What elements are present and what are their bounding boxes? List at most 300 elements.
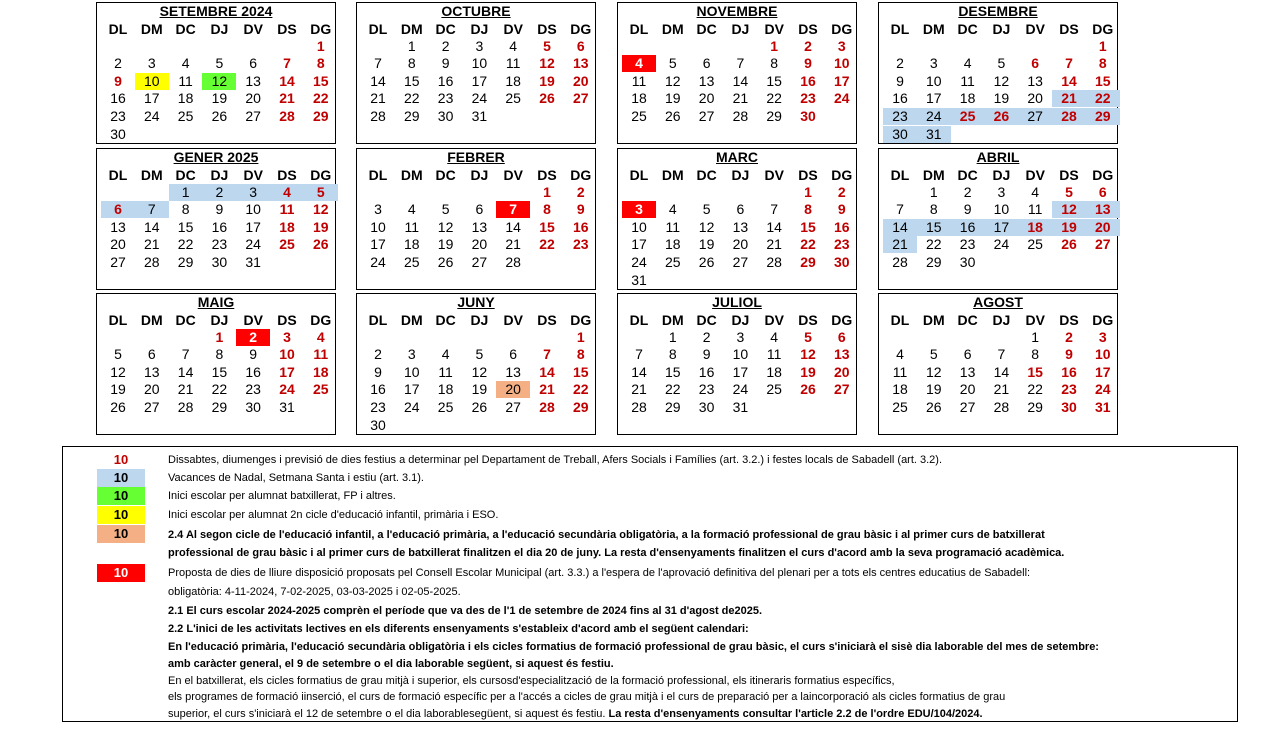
legend-text-primaria: En l'educació primària, l'educació secundària obligatòria i els cicles formatius de formació professional de grau bàsic, el curs s'iniciarà el sisè dia laborable del mes de setembre: [168,641,1099,653]
day-cell: 20 [959,381,976,398]
weekday-header: DC [175,312,196,328]
day-cell: 4 [770,328,779,345]
day-cell: 31 [732,399,749,415]
day-cell: 3 [622,201,656,218]
legend-swatch-yellow: 10 [97,506,145,524]
day-cell: 31 [1095,399,1111,415]
weekday-header: DS [798,21,818,37]
day-cell: 20 [573,72,589,89]
day-cell: 23 [110,108,126,124]
day-cell: 30 [698,399,715,415]
day-cell: 16 [892,90,908,107]
day-cell: 5 [114,346,122,363]
day-cell: 19 [313,218,329,235]
weekday-header: DC [175,21,196,37]
legend-swatch-blue: 10 [97,469,145,487]
day-cell: 17 [279,363,295,380]
day-cell: 1 [668,328,677,345]
day-cell: 4 [270,184,304,201]
day-cell: 20 [496,381,530,398]
day-cell: 7 [770,201,779,218]
day-cell: 14 [631,363,647,380]
day-cell: 23 [1061,381,1077,398]
day-cell: 22 [539,236,555,253]
day-cell: 10 [245,201,261,218]
day-cell: 24 [1095,381,1111,398]
day-cell: 21 [993,381,1010,398]
weekday-header: DJ [992,21,1011,37]
day-cell: 7 [736,55,745,72]
day-cell: 7 [543,346,551,363]
day-cell: 14 [279,72,295,89]
day-cell: 14 [1061,72,1077,89]
day-cell: 31 [245,254,261,270]
day-cell: 18 [631,90,647,107]
day-cell: 30 [211,254,228,270]
day-cell: 22 [1086,90,1120,107]
month-novembre [617,2,857,144]
weekday-header: DC [696,167,717,183]
day-cell: 29 [211,399,228,415]
day-cell: 8 [929,201,938,218]
weekday-header: DG [570,167,592,183]
day-cell: 27 [698,108,715,124]
day-cell: 18 [177,90,194,107]
weekday-header: DJ [731,312,750,328]
day-cell: 11 [960,72,975,89]
day-cell: 25 [279,236,295,253]
day-cell: 22 [211,381,228,398]
day-cell: 29 [800,254,816,270]
weekday-header: DL [629,312,649,328]
day-cell: 30 [883,126,917,143]
day-cell: 13 [245,72,261,89]
day-cell: 10 [1095,346,1111,363]
day-cell: 1 [804,183,812,200]
day-cell: 8 [770,55,779,72]
day-cell: 1 [316,37,325,54]
day-cell: 29 [404,108,420,124]
day-cell: 1 [576,328,585,345]
day-cell: 2 [837,183,846,200]
day-cell: 28 [279,108,295,124]
weekday-header: DJ [210,21,229,37]
day-cell: 3 [407,346,416,363]
day-cell: 3 [929,55,938,72]
day-cell: 30 [800,108,816,124]
legend-swatch-green: 10 [97,487,145,505]
day-cell: 1 [1098,37,1107,54]
day-cell: 23 [800,90,816,107]
day-cell: 10 [993,201,1010,218]
day-cell: 9 [963,201,972,218]
weekday-header: DV [503,167,523,183]
day-cell: 28 [1052,108,1086,125]
day-cell: 24 [631,254,647,270]
day-cell: 26 [665,108,681,124]
day-cell: 27 [505,399,521,415]
weekday-header: DC [435,21,456,37]
day-cell: 29 [573,399,589,415]
day-cell: 12 [313,201,329,218]
day-cell: 21 [766,236,782,253]
day-cell: 23 [245,381,261,398]
weekday-header: DM [140,21,163,37]
month-title: MAIG [197,294,235,310]
day-cell: 28 [631,399,647,415]
weekday-header: DG [310,167,332,183]
day-cell: 22 [665,381,681,398]
weekday-header: DV [243,312,263,328]
day-cell: 12 [993,72,1010,89]
day-cell: 6 [702,55,711,72]
legend-text-batx-a: En el batxillerat, els cicles formatius de grau mitjà i superior, els cursosd'especialització de la formació professional, els itineraris formatius específics, [168,675,895,687]
weekday-header: DL [890,167,910,183]
legend-panel [62,446,1238,722]
weekday-header: DJ [992,312,1011,328]
day-cell: 28 [732,108,749,124]
day-cell: 5 [543,37,551,54]
day-cell: 11 [438,363,453,380]
day-cell: 3 [236,184,270,201]
weekday-header: DJ [470,312,489,328]
day-cell: 26 [437,254,454,270]
day-cell: 12 [202,73,236,90]
day-cell: 23 [834,236,850,253]
day-cell: 22 [766,90,782,107]
day-cell: 12 [471,363,488,380]
day-cell: 25 [631,108,647,124]
day-cell: 11 [892,363,908,380]
day-cell: 19 [437,236,454,253]
day-cell: 10 [370,218,386,235]
day-cell: 21 [370,90,386,107]
weekday-header: DC [175,167,196,183]
day-cell: 19 [471,381,488,398]
weekday-header: DL [890,21,910,37]
day-cell: 17 [732,363,749,380]
weekday-header: DM [922,167,945,183]
day-cell: 24 [370,254,386,270]
day-cell: 17 [144,90,160,107]
day-cell: 10 [404,363,420,380]
day-cell: 3 [736,328,745,345]
weekday-header: DG [831,312,853,328]
day-cell: 27 [959,399,976,415]
day-cell: 12 [698,218,715,235]
day-cell: 17 [404,381,420,398]
day-cell: 5 [702,201,711,218]
day-cell: 16 [1061,363,1077,380]
weekday-header: DV [1025,312,1045,328]
day-cell: 28 [370,108,386,124]
month-juny [356,293,596,435]
legend-text-free-days-b: obligatòria: 4-11-2024, 7-02-2025, 03-03-2025 i 02-05-2025. [168,586,461,598]
day-cell: 16 [245,363,261,380]
day-cell: 5 [441,201,450,218]
day-cell: 26 [211,108,228,124]
weekday-header: DG [570,312,592,328]
day-cell: 27 [732,254,749,270]
day-cell: 8 [316,55,325,72]
day-cell: 15 [1095,72,1111,89]
weekday-header: DS [277,167,297,183]
month-title: NOVEMBRE [696,3,778,19]
day-cell: 13 [110,218,126,235]
day-cell: 7 [181,346,190,363]
weekday-header: DM [400,312,423,328]
day-cell: 24 [834,90,850,107]
day-cell: 21 [631,381,647,398]
day-cell: 12 [800,346,816,363]
weekday-header: DV [1025,21,1045,37]
day-cell: 22 [800,236,816,253]
weekday-header: DJ [470,21,489,37]
day-cell: 1 [215,328,224,345]
day-cell: 14 [370,72,386,89]
day-cell: 13 [732,218,749,235]
day-cell: 2 [374,346,382,363]
weekday-header: DL [368,312,388,328]
day-cell: 17 [984,219,1018,236]
day-cell: 19 [211,90,228,107]
day-cell: 6 [837,328,846,345]
legend-text-start-batx: Inici escolar per alumnat batxillerat, FP i altres. [168,490,396,502]
month-juliol [617,293,857,435]
day-cell: 11 [631,72,647,89]
day-cell: 24 [279,381,295,398]
weekday-header: DS [1059,167,1079,183]
weekday-header: DG [1092,312,1114,328]
weekday-header: DM [661,21,684,37]
day-cell: 2 [896,55,904,72]
day-cell: 6 [576,37,585,54]
day-cell: 16 [698,363,715,380]
day-cell: 15 [177,218,194,235]
day-cell: 21 [1052,90,1086,107]
day-cell: 15 [800,218,816,235]
day-cell: 25 [665,254,681,270]
day-cell: 4 [509,37,518,54]
day-cell: 11 [1027,201,1043,218]
month-octubre [356,2,596,144]
day-cell: 6 [736,201,745,218]
day-cell: 6 [1031,55,1040,72]
day-cell: 16 [437,72,454,89]
weekday-header: DJ [731,167,750,183]
day-cell: 23 [573,236,589,253]
day-cell: 28 [539,399,555,415]
day-cell: 7 [374,55,382,72]
day-cell: 28 [766,254,782,270]
weekday-header: DC [696,312,717,328]
weekday-header: DG [310,21,332,37]
day-cell: 10 [279,346,295,363]
month-title: FEBRER [447,149,505,165]
weekday-header: DS [537,312,557,328]
day-cell: 25 [892,399,908,415]
day-cell: 22 [404,90,420,107]
day-cell: 20 [1027,90,1043,107]
day-cell: 25 [951,108,985,125]
day-cell: 12 [437,218,454,235]
weekday-header: DV [764,312,784,328]
day-cell: 26 [313,236,329,253]
day-cell: 2 [963,183,972,200]
legend-text-general: amb caràcter general, el 9 de setembre o el dia laborable següent, si aquest és festiu. [168,658,614,670]
day-cell: 12 [110,363,126,380]
weekday-header: DV [243,21,263,37]
day-cell: 14 [539,363,555,380]
day-cell: 3 [1098,328,1107,345]
day-cell: 16 [951,219,985,236]
day-cell: 4 [668,201,677,218]
weekday-header: DC [957,21,978,37]
day-cell: 7 [896,201,904,218]
day-cell: 5 [304,184,338,201]
day-cell: 13 [471,218,488,235]
month-desembre [878,2,1118,144]
day-cell: 1 [169,184,203,201]
day-cell: 19 [800,363,816,380]
legend-text-end-b: professional de grau bàsic i al primer curs de batxillerat finalitzen el dia 20 de juny. La resta d'ensenyaments finalitzen el curs d'acord amb la seva programació acadèmica. [168,547,1065,559]
legend-text-start-intro: 2.2 L'inici de les activitats lectives en els diferents ensenyaments s'estableix d'acord amb el següent calendari: [168,623,749,635]
day-cell: 16 [834,218,850,235]
month-title: JUNY [457,294,495,310]
day-cell: 9 [896,72,904,89]
day-cell: 3 [475,37,484,54]
day-cell: 8 [668,346,677,363]
day-cell: 14 [144,218,160,235]
day-cell: 10 [631,218,647,235]
day-cell: 3 [997,183,1006,200]
day-cell: 4 [181,55,190,72]
day-cell: 30 [110,125,126,142]
legend-text-weekends: Dissabtes, diumenges i previsió de dies festius a determinar pel Departament de Treball, Afers Socials i Famílies (art. 3.2.) i festes locals de Sabadell (art. 3.2). [168,454,943,466]
day-cell: 8 [543,201,551,218]
day-cell: 26 [926,399,942,415]
weekday-header: DM [140,167,163,183]
day-cell: 9 [114,72,122,89]
day-cell: 15 [917,219,951,236]
day-cell: 24 [917,108,951,125]
day-cell: 14 [177,363,194,380]
day-cell: 29 [926,254,942,270]
legend-text-start-primaria: Inici escolar per alumnat 2n cicle d'educació infantil, primària i ESO. [168,509,499,521]
day-cell: 24 [144,108,160,124]
weekday-header: DG [570,21,592,37]
day-cell: 2 [236,329,270,346]
day-cell: 19 [539,72,555,89]
day-cell: 19 [926,381,942,398]
weekday-header: DM [661,312,684,328]
weekday-header: DL [368,167,388,183]
weekday-header: DS [537,21,557,37]
day-cell: 4 [896,346,904,363]
day-cell: 20 [471,236,488,253]
day-cell: 17 [245,218,261,235]
day-cell: 14 [505,218,521,235]
day-cell: 19 [110,381,126,398]
day-cell: 9 [441,55,450,72]
day-cell: 3 [147,55,156,72]
day-cell: 25 [404,254,420,270]
weekday-header: DL [108,312,128,328]
day-cell: 18 [1018,219,1052,236]
weekday-header: DM [661,167,684,183]
month-title: SETEMBRE 2024 [159,3,273,19]
day-cell: 31 [279,399,295,415]
day-cell: 8 [1031,346,1040,363]
day-cell: 2 [202,184,236,201]
day-cell: 28 [993,399,1010,415]
day-cell: 15 [211,363,228,380]
day-cell: 21 [177,381,194,398]
legend-text-batx-c [168,707,983,721]
day-cell: 20 [110,236,126,253]
weekday-header: DL [629,167,649,183]
month-title: AGOST [973,294,1023,310]
day-cell: 23 [437,90,454,107]
day-cell: 28 [144,254,160,270]
weekday-header: DL [108,167,128,183]
day-cell: 13 [505,363,521,380]
day-cell: 14 [766,218,782,235]
day-cell: 6 [101,201,135,218]
weekday-header: DG [1092,167,1114,183]
month-agost [878,293,1118,435]
day-cell: 30 [370,416,386,433]
legend-text-end-a: 2.4 Al segon cicle de l'educació infantil, a l'educació primària, a l'educació secundària obligatòria, a la formació professional de grau bàsic i al primer curs de batxillerat [168,529,1045,541]
day-cell: 25 [766,381,782,398]
day-cell: 24 [993,236,1010,253]
day-cell: 15 [539,218,555,235]
day-cell: 2 [441,37,450,54]
day-cell: 15 [1027,363,1043,380]
day-cell: 30 [959,254,976,270]
day-cell: 5 [475,346,484,363]
day-cell: 5 [997,55,1006,72]
day-cell: 13 [959,363,976,380]
day-cell: 6 [1098,183,1107,200]
day-cell: 6 [475,201,484,218]
day-cell: 25 [177,108,194,124]
day-cell: 8 [576,346,585,363]
day-cell: 7 [1065,55,1073,72]
weekday-header: DC [696,21,717,37]
weekday-header: DG [831,167,853,183]
day-cell: 30 [1061,399,1077,415]
day-cell: 29 [766,108,782,124]
day-cell: 31 [471,108,488,124]
month-marc [617,148,857,290]
day-cell: 28 [177,399,194,415]
day-cell: 11 [279,201,295,218]
day-cell: 9 [249,346,258,363]
day-cell: 10 [834,55,850,72]
day-cell: 11 [313,346,329,363]
day-cell: 6 [147,346,156,363]
day-cell: 25 [1027,236,1043,253]
day-cell: 10 [135,73,169,90]
day-cell: 15 [404,72,420,89]
weekday-header: DM [400,21,423,37]
day-cell: 11 [665,218,681,235]
day-cell: 7 [635,346,643,363]
weekday-header: DJ [210,312,229,328]
day-cell: 9 [1065,346,1073,363]
weekday-header: DS [1059,312,1079,328]
